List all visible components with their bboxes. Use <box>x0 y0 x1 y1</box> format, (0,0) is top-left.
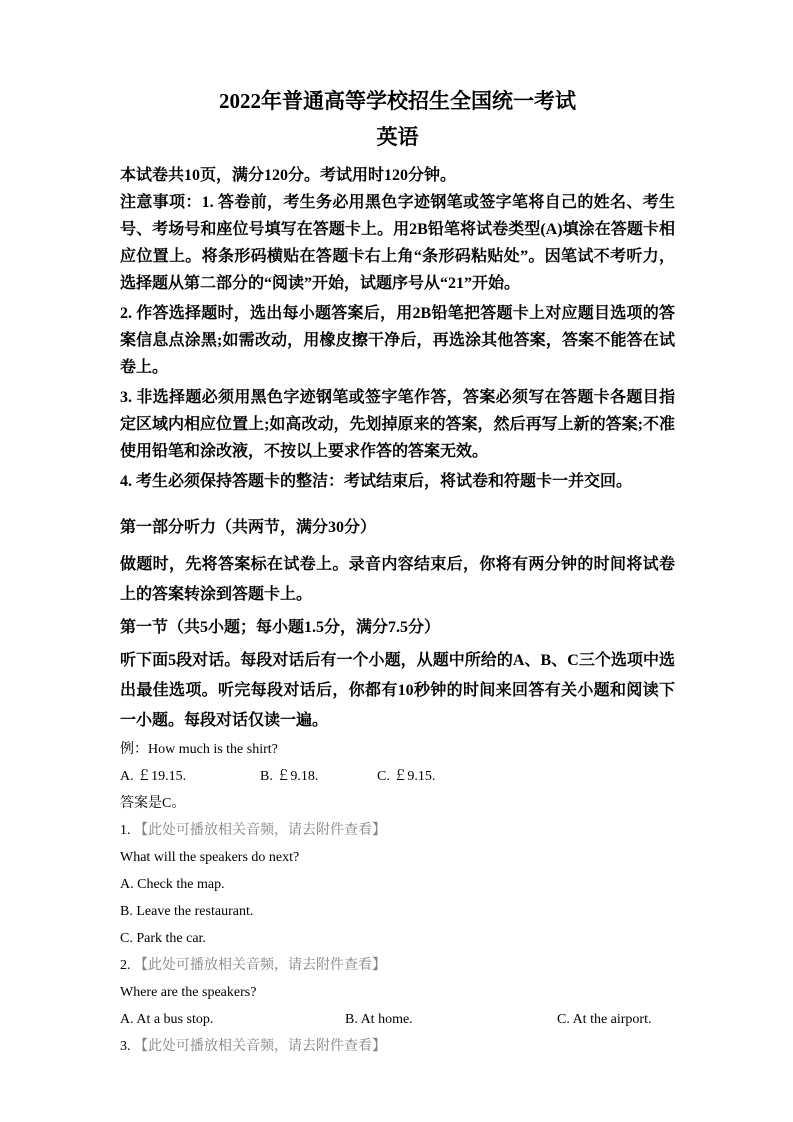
question-1-header <box>120 817 675 844</box>
notice-item-2: 2. 作答选择题时，选出每小题答案后，用2B铅笔把答题卡上对应题目选项的答案信息点涂黑;如需改动，用橡皮擦干净后，再选涂其他答案，答案不能答在试卷上。 <box>120 305 675 376</box>
example-prompt: 例：How much is the shirt? <box>120 742 278 757</box>
question-1-option-a: A. Check the map. <box>120 877 225 892</box>
example-option-b: B. ￡9.18. <box>260 769 319 784</box>
section1-instructions: 听下面5段对话。每段对话后有一个小题，从题中所给的A、B、C三个选项中选出最佳选项。听完每段对话后，你都有10秒钟的时间来回答有关小题和阅读下一小题。每段对话仅读一遍。 <box>120 652 675 729</box>
part1-instructions: 做题时，先将答案标在试卷上。录音内容结束后，你将有两分钟的时间将试卷上的答案转涂到答题卡上。 <box>120 556 675 603</box>
question-1-audio-placeholder: 【此处可播放相关音频，请去附件查看】 <box>134 823 386 838</box>
question-3-audio-placeholder: 【此处可播放相关音频，请去附件查看】 <box>134 1039 386 1054</box>
example-options-row <box>120 763 675 790</box>
question-2-option-a: A. At a bus stop. <box>120 1012 214 1027</box>
question-2-header <box>120 952 675 979</box>
notice-item-4: 4. 考生必须保持答题卡的整洁：考试结束后，将试卷和符题卡一并交回。 <box>120 473 633 490</box>
example-option-a: A. ￡19.15. <box>120 769 187 784</box>
question-2-number: 2. <box>120 958 131 973</box>
question-3-header <box>120 1033 675 1060</box>
section1-heading: 第一节（共5小题；每小题1.5分，满分7.5分） <box>120 619 441 636</box>
question-1-option-b: B. Leave the restaurant. <box>120 904 254 919</box>
notice-item-3: 3. 非选择题必须用黑色字迹钢笔或签字笔作答，答案必须写在答题卡各题目指定区域内相应位置上;如高改动，先划掉原来的答案，然后再写上新的答案;不准使用铅笔和涂改液，不按以上要求作答的答案无效。 <box>120 389 675 460</box>
question-3-number: 3. <box>120 1039 131 1054</box>
example-option-c: C. ￡9.15. <box>377 769 436 784</box>
question-1-prompt: What will the speakers do next? <box>120 850 300 865</box>
paper-info: 本试卷共10页，满分120分。考试用时120分钟。 <box>120 167 457 184</box>
question-2-audio-placeholder: 【此处可播放相关音频，请去附件查看】 <box>134 958 386 973</box>
question-2-prompt: Where are the speakers? <box>120 985 257 1000</box>
notice-item-1: 注意事项：1. 答卷前，考生务必用黑色字迹钢笔或签字笔将自己的姓名、考生号、考场号和座位号填写在答题卡上。用2B铅笔将试卷类型(A)填涂在答题卡相应位置上。将条形码横贴在答题卡右上角“条形码粘贴处”。因笔试不考听力，选择题从第二部分的“阅读”开始，试题序号从“21”开始。 <box>120 194 675 292</box>
question-1-number: 1. <box>120 823 131 838</box>
question-2-option-c: C. At the airport. <box>557 1012 652 1027</box>
example-answer: 答案是C。 <box>120 796 186 811</box>
question-1-option-c: C. Park the car. <box>120 931 206 946</box>
question-2-option-b: B. At home. <box>345 1012 413 1027</box>
exam-title: 2022年普通高等学校招生全国统一考试 <box>219 89 576 113</box>
exam-subject: 英语 <box>376 125 419 149</box>
question-2-options-row <box>120 1006 675 1033</box>
part1-heading: 第一部分听力（共两节，满分30分） <box>120 519 377 536</box>
